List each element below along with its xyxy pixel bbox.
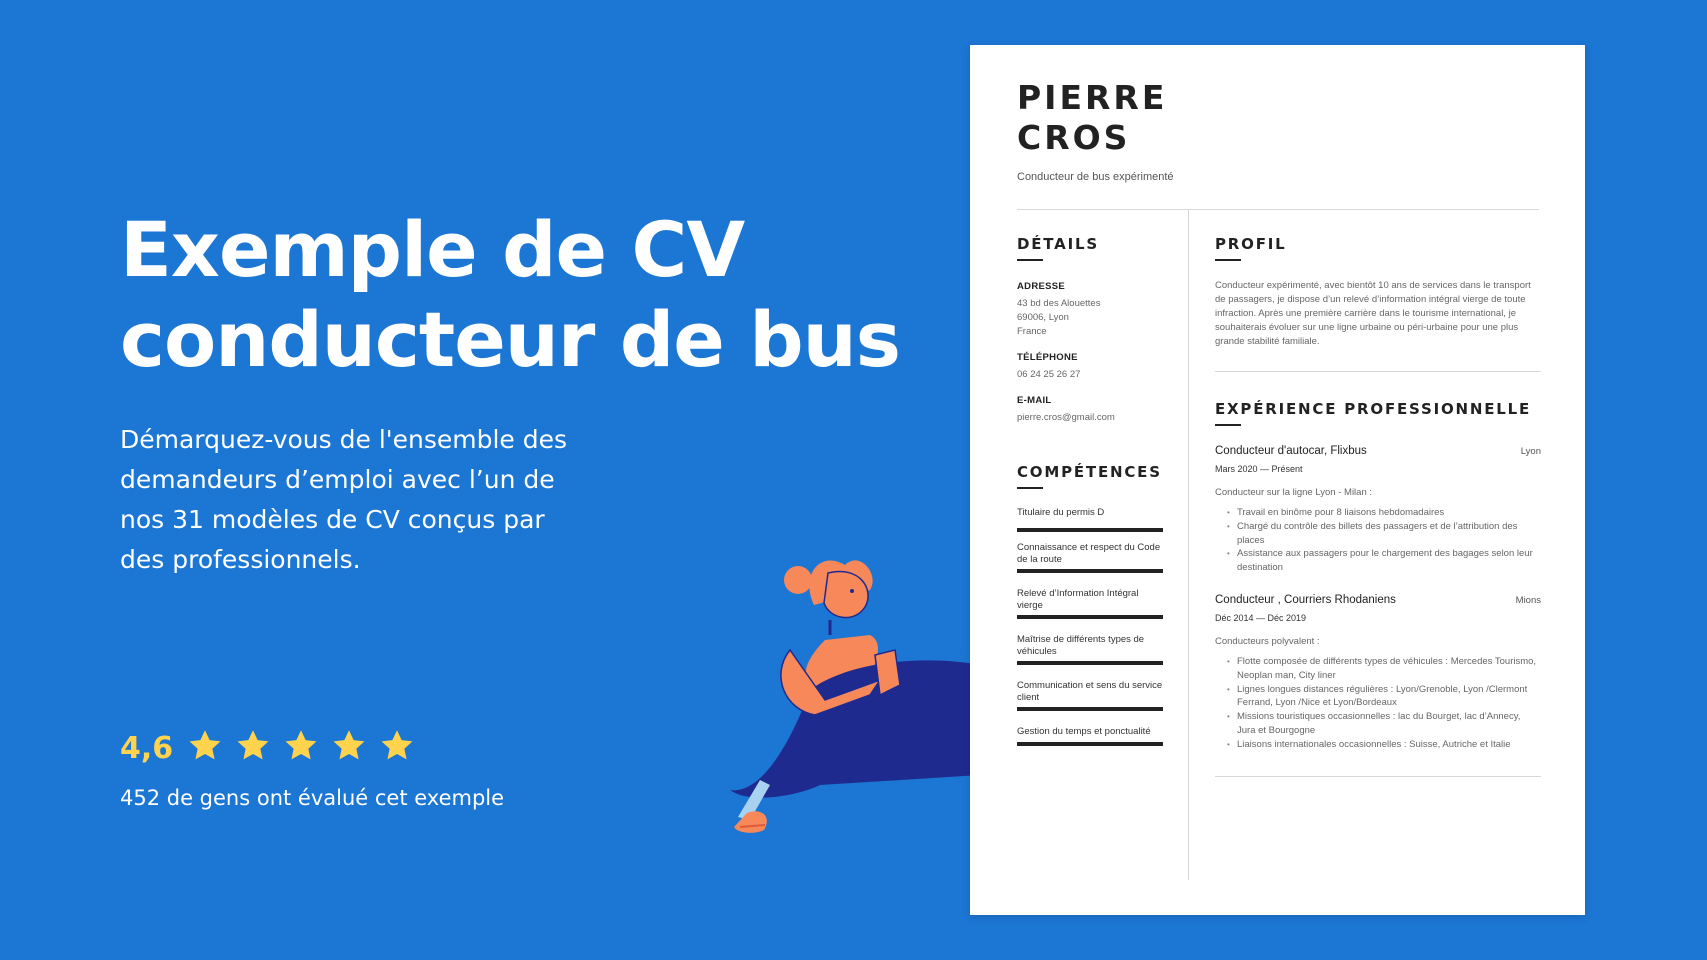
profile-title: PROFIL (1215, 235, 1287, 253)
woman-holding-resume-illustration (730, 545, 980, 875)
experience-title: EXPÉRIENCE PROFESSIONNELLE (1215, 400, 1532, 418)
skill-item (1017, 542, 1163, 573)
divider (1017, 209, 1539, 210)
skill-bar (1017, 742, 1163, 746)
hero-title-line-1: Exemple de CV (120, 205, 745, 294)
job-header (1215, 445, 1541, 457)
hero-title-line-2: conducteur de bus (120, 295, 900, 384)
job-city: Mions (1515, 595, 1541, 606)
phone-label: TÉLÉPHONE (1017, 352, 1078, 363)
job-entry (1215, 445, 1541, 575)
section-underline (1215, 424, 1241, 426)
skill-name: Gestion du temps et ponctualité (1017, 726, 1151, 737)
hero-subtitle: Démarquez-vous de l'ensemble des demandeurs d’emploi avec l’un de nos 31 modèles de CV conçus par des professionnels. (120, 425, 568, 574)
rating-stars (187, 728, 427, 769)
skill-item (1017, 588, 1163, 619)
details-title: DÉTAILS (1017, 235, 1099, 253)
job-bullet: • Chargé du contrôle des billets des passagers et de l’attribution des places (1215, 520, 1541, 548)
skill-bar (1017, 569, 1163, 573)
job-description: Conducteur sur la ligne Lyon - Milan : (1215, 487, 1373, 498)
skill-name: Maîtrise de différents types de véhicules (1017, 634, 1145, 657)
job-bullet: • Lignes longues distances régulières : Lyon/Grenoble, Lyon /Clermont Ferrand, Lyon /Nice et Lyon/Bordeaux (1215, 683, 1541, 711)
resume-first-name: PIERRE (1017, 78, 1168, 117)
job-bullet: • Assistance aux passagers pour le chargement des bagages selon leur destination (1215, 547, 1541, 575)
address-value (1017, 297, 1100, 339)
resume-name (1017, 78, 1167, 158)
job-dates: Mars 2020 — Présent (1215, 464, 1303, 474)
job-bullet: • Travail en binôme pour 8 liaisons hebdomadaires (1215, 506, 1541, 520)
skill-name: Relevé d’Information Intégral vierge (1017, 588, 1139, 611)
star-icon (187, 728, 223, 764)
star-icon (235, 728, 271, 764)
job-title: Conducteur d'autocar, Flixbus (1215, 445, 1367, 457)
skills-title: COMPÉTENCES (1017, 463, 1162, 481)
job-header (1215, 594, 1541, 606)
job-bullet: • Missions touristiques occasionnelles : lac du Bourget, lac d’Annecy, Jura et Bourgogne (1215, 710, 1541, 738)
star-icon (379, 728, 415, 764)
address-line: 69006, Lyon (1017, 312, 1069, 323)
column-divider (1188, 210, 1189, 880)
phone-value: 06 24 25 26 27 (1017, 369, 1081, 380)
skill-item (1017, 634, 1163, 665)
resume-last-name: CROS (1017, 118, 1131, 157)
section-underline (1017, 259, 1043, 261)
address-label: ADRESSE (1017, 281, 1066, 292)
divider (1215, 776, 1541, 777)
star-icon (331, 728, 367, 764)
job-bullet: • Liaisons internationales occasionnelles : Suisse, Autriche et Italie (1215, 738, 1541, 752)
email-label: E-MAIL (1017, 395, 1052, 406)
skill-item (1017, 507, 1163, 532)
skill-item (1017, 680, 1163, 711)
section-underline (1215, 259, 1241, 261)
job-city: Lyon (1520, 446, 1541, 457)
job-bullets (1215, 506, 1541, 575)
skill-name: Titulaire du permis D (1017, 507, 1105, 518)
rating-count: 452 de gens ont évalué cet exemple (120, 786, 505, 810)
divider (1215, 371, 1541, 372)
job-dates: Déc 2014 — Déc 2019 (1215, 613, 1307, 623)
skill-bar (1017, 528, 1163, 532)
hero-title (120, 205, 900, 385)
rating (120, 728, 427, 769)
address-line: 43 bd des Alouettes (1017, 298, 1101, 309)
star-icon (283, 728, 319, 764)
job-entry (1215, 594, 1541, 752)
profile-text: Conducteur expérimenté, avec bientôt 10 ans de services dans le transport de passagers, je dispose d’un relevé d’information intégral vierge de toute infraction. Après une première carrière dans le tourisme international, je souhaiterais évoluer sur une ligne urbaine ou péri-urbaine pour une plus grande stabilité familiale. (1215, 280, 1531, 347)
skill-bar (1017, 661, 1163, 665)
section-underline (1017, 487, 1043, 489)
skill-name: Connaissance et respect du Code de la route (1017, 542, 1161, 565)
job-title: Conducteur , Courriers Rhodaniens (1215, 594, 1396, 606)
email-value: pierre.cros@gmail.com (1017, 412, 1115, 423)
address-line: France (1017, 326, 1047, 337)
resume-card (970, 45, 1585, 915)
skill-name: Communication et sens du service client (1017, 680, 1163, 703)
rating-value: 4,6 (120, 731, 174, 766)
skill-bar (1017, 615, 1163, 619)
job-bullets (1215, 655, 1541, 752)
skill-item (1017, 726, 1163, 746)
job-description: Conducteurs polyvalent : (1215, 636, 1320, 647)
skill-bar (1017, 707, 1163, 711)
job-bullet: • Flotte composée de différents types de véhicules : Mercedes Tourismo, Neoplan man, City liner (1215, 655, 1541, 683)
resume-role: Conducteur de bus expérimenté (1017, 171, 1174, 183)
